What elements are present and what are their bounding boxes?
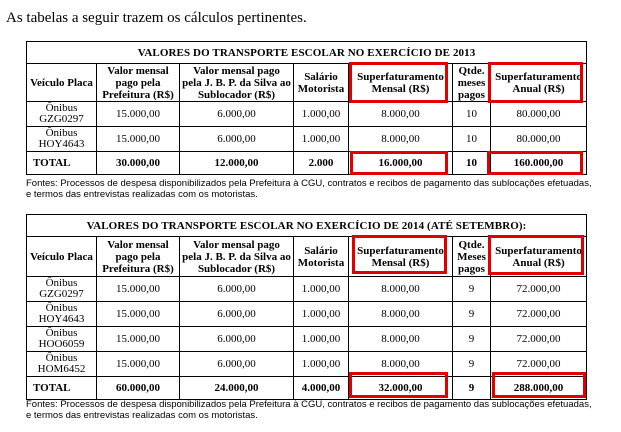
col-header-over-year: Superfaturamento Anual (R$) (491, 237, 587, 277)
cell-total-paid-sublocador: 24.000,00 (180, 377, 294, 400)
col-header-paid-prefeitura: Valor mensal pago pela Prefeitura (R$) (97, 237, 180, 277)
cell-salary: 1.000,00 (294, 277, 349, 302)
cell-paid-prefeitura: 15.000,00 (97, 302, 180, 327)
cell-total-over-year: 160.000,00 (491, 152, 587, 175)
col-header-paid-sublocador: Valor mensal pago pela J. B. P. da Silva ao Sublocador (R$) (180, 237, 294, 277)
cell-paid-sublocador: 6.000,00 (180, 102, 294, 127)
cell-over-year: 72.000,00 (491, 277, 587, 302)
highlight-box-over-year-header-2013 (488, 62, 583, 103)
col-header-vehicle: Veículo Placa (27, 237, 97, 277)
cell-over-month: 8.000,00 (349, 352, 453, 377)
col-header-salary: Salário Motorista (294, 64, 349, 102)
cell-total-label: TOTAL (27, 377, 97, 400)
table-title: VALORES DO TRANSPORTE ESCOLAR NO EXERCÍCIO DE 2014 (ATÉ SETEMBRO): (27, 215, 587, 237)
table-title: VALORES DO TRANSPORTE ESCOLAR NO EXERCÍCIO DE 2013 (27, 42, 587, 64)
cell-paid-sublocador: 6.000,00 (180, 302, 294, 327)
col-header-paid-prefeitura: Valor mensal pago pela Prefeitura (R$) (97, 64, 180, 102)
cell-vehicle: Ônibus GZG0297 (27, 102, 97, 127)
cell-over-month: 8.000,00 (349, 127, 453, 152)
cell-total-months: 10 (453, 152, 491, 175)
cell-total-over-month: 32.000,00 (349, 377, 453, 400)
cell-vehicle: Ônibus GZG0297 (27, 277, 97, 302)
cell-total-over-year: 288.000,00 (491, 377, 587, 400)
cell-over-month: 8.000,00 (349, 327, 453, 352)
cell-over-month: 8.000,00 (349, 277, 453, 302)
highlight-box-over-year-total-2014 (492, 372, 586, 398)
cell-total-months: 9 (453, 377, 491, 400)
col-header-vehicle: Veículo Placa (27, 64, 97, 102)
cell-total-salary: 4.000,00 (294, 377, 349, 400)
cell-salary: 1.000,00 (294, 327, 349, 352)
source-note-2013: Fontes: Processos de despesa disponibilizados pela Prefeitura à CGU, contratos e recibos de pagamento das sublocações efetuadas, e termos das entrevistas realizadas com os motoristas. (26, 178, 592, 200)
cell-months: 10 (453, 127, 491, 152)
table-row (27, 302, 587, 327)
cell-salary: 1.000,00 (294, 102, 349, 127)
cell-over-month: 8.000,00 (349, 102, 453, 127)
cell-salary: 1.000,00 (294, 302, 349, 327)
intro-text: As tabelas a seguir trazem os cálculos pertinentes. (6, 10, 307, 26)
cell-paid-prefeitura: 15.000,00 (97, 102, 180, 127)
cell-months: 9 (453, 327, 491, 352)
cell-months: 9 (453, 277, 491, 302)
highlight-box-over-month-header-2013 (349, 62, 448, 103)
cell-over-year: 80.000,00 (491, 102, 587, 127)
cell-paid-sublocador: 6.000,00 (180, 127, 294, 152)
cell-paid-prefeitura: 15.000,00 (97, 127, 180, 152)
cell-paid-sublocador: 6.000,00 (180, 352, 294, 377)
col-header-months: Qtde. Meses pagos (453, 237, 491, 277)
cell-months: 9 (453, 352, 491, 377)
highlight-box-over-month-header-2014 (352, 235, 447, 274)
cell-months: 9 (453, 302, 491, 327)
col-header-salary: Salário Motorista (294, 237, 349, 277)
cell-over-year: 80.000,00 (491, 127, 587, 152)
cell-paid-sublocador: 6.000,00 (180, 277, 294, 302)
table-row (27, 102, 587, 127)
cell-vehicle: Ônibus HOO6059 (27, 327, 97, 352)
cell-total-salary: 2.000 (294, 152, 349, 175)
cell-vehicle: Ônibus HOM6452 (27, 352, 97, 377)
cell-over-month: 8.000,00 (349, 302, 453, 327)
cell-vehicle: Ônibus HOY4643 (27, 302, 97, 327)
cell-salary: 1.000,00 (294, 352, 349, 377)
highlight-box-over-year-header-2014 (488, 235, 584, 275)
cell-paid-sublocador: 6.000,00 (180, 327, 294, 352)
cell-vehicle: Ônibus HOY4643 (27, 127, 97, 152)
cell-paid-prefeitura: 15.000,00 (97, 277, 180, 302)
cell-paid-prefeitura: 15.000,00 (97, 327, 180, 352)
cell-over-year: 72.000,00 (491, 352, 587, 377)
cell-total-paid-prefeitura: 30.000,00 (97, 152, 180, 175)
cell-over-year: 72.000,00 (491, 302, 587, 327)
cell-salary: 1.000,00 (294, 127, 349, 152)
highlight-box-over-month-total-2013 (350, 151, 448, 175)
col-header-over-year: Superfaturamento Anual (R$) (491, 64, 587, 102)
col-header-over-month: Superfaturamento Mensal (R$) (349, 237, 453, 277)
cell-paid-prefeitura: 15.000,00 (97, 352, 180, 377)
table-row (27, 277, 587, 302)
table-row (27, 127, 587, 152)
highlight-box-over-month-total-2014 (349, 372, 448, 398)
cell-months: 10 (453, 102, 491, 127)
col-header-paid-sublocador: Valor mensal pago pela J. B. P. da Silva ao Sublocador (R$) (180, 64, 294, 102)
table-row (27, 327, 587, 352)
cell-total-paid-prefeitura: 60.000,00 (97, 377, 180, 400)
col-header-months: Qtde. meses pagos (453, 64, 491, 102)
cell-total-over-month: 16.000,00 (349, 152, 453, 175)
source-note-2014: Fontes: Processos de despesa disponibilizados pela Prefeitura à CGU, contratos e recibos de pagamento das sublocações efetuadas, e termos das entrevistas realizadas com os motoristas. (26, 399, 592, 421)
cell-total-label: TOTAL (27, 152, 97, 175)
cell-total-paid-sublocador: 12.000,00 (180, 152, 294, 175)
highlight-box-over-year-total-2013 (487, 151, 583, 175)
cell-over-year: 72.000,00 (491, 327, 587, 352)
col-header-over-month: Superfaturamento Mensal (R$) (349, 64, 453, 102)
